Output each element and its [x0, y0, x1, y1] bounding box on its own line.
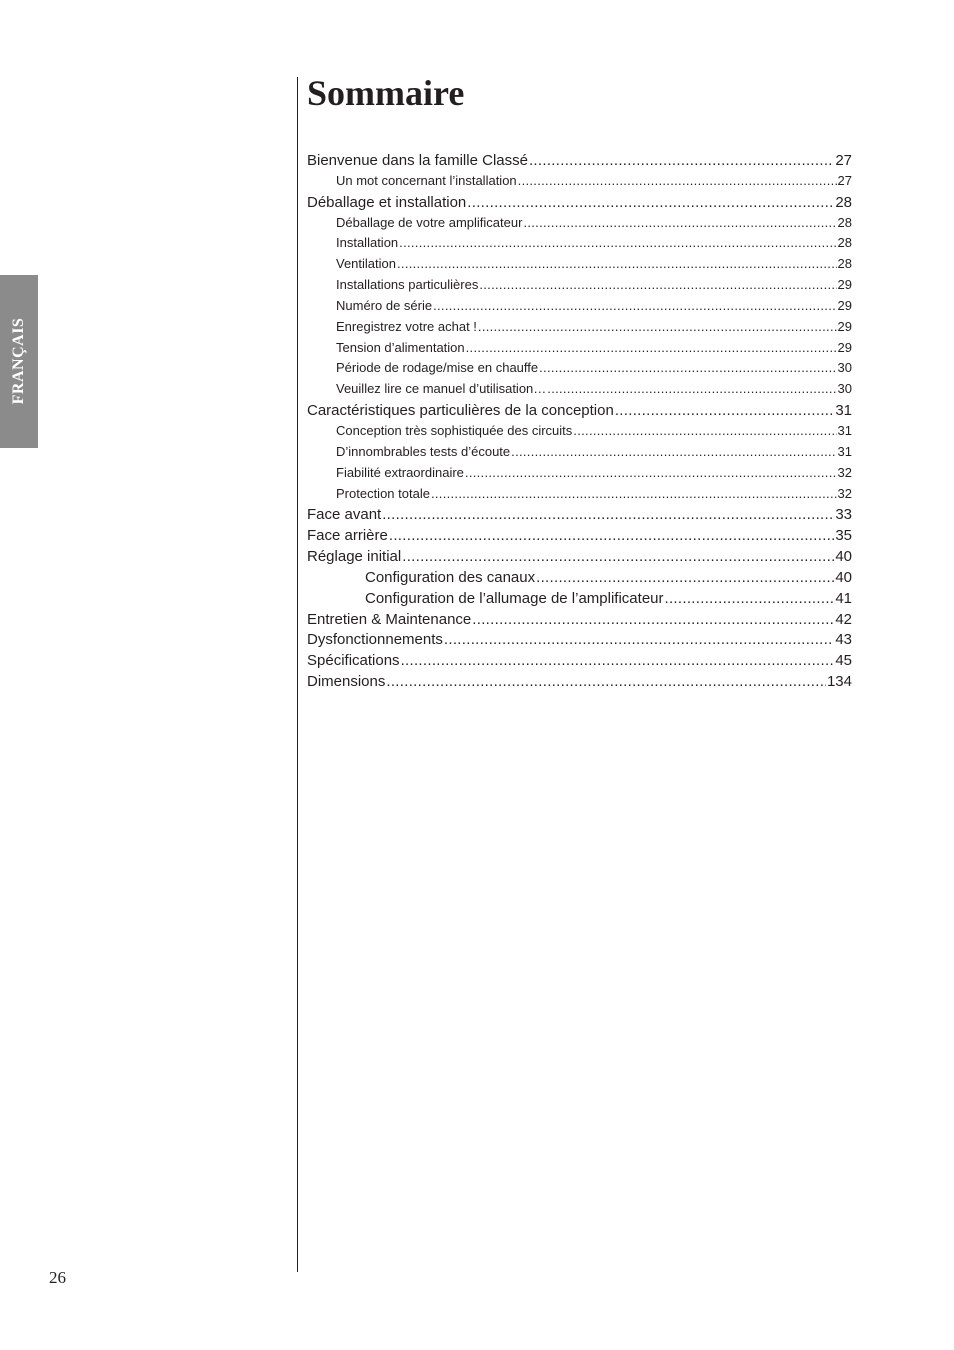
toc-entry-title: Bienvenue dans la famille Classé: [307, 152, 528, 169]
toc-entry-title: Face arrière: [307, 527, 388, 545]
toc-dot-leader: [389, 527, 834, 544]
toc-entry-title: Spécifications: [307, 652, 400, 670]
toc-dot-leader: [539, 360, 836, 375]
toc-entry[interactable]: [307, 173, 852, 194]
toc-entry-title: Conception très sophistiquée des circuits: [336, 422, 573, 438]
toc-entry-page: 29: [837, 318, 852, 334]
toc-entry[interactable]: [307, 590, 852, 611]
toc-dot-leader: [433, 298, 836, 313]
toc-entry-title: Configuration de l’allumage de l’amplificateur: [365, 589, 664, 607]
toc-entry-page: 30: [837, 360, 852, 376]
toc-entry-page: 40: [835, 568, 852, 586]
toc-entry[interactable]: [307, 235, 852, 256]
toc-entry-title: Entretien & Maintenance: [307, 610, 472, 628]
toc-entry[interactable]: [307, 527, 852, 548]
toc-entry[interactable]: [307, 256, 852, 277]
toc-dot-leader: [536, 569, 834, 586]
toc-entry[interactable]: [307, 215, 852, 236]
toc-entry-title: Enregistrez votre achat !: [336, 318, 477, 334]
toc-entry-page: 32: [837, 485, 852, 501]
toc-entry-page: 33: [835, 506, 852, 524]
toc-entry[interactable]: [307, 611, 852, 632]
toc-entry[interactable]: [307, 194, 852, 215]
toc-entry-page: 31: [837, 443, 852, 459]
toc-entry[interactable]: [307, 631, 852, 652]
toc-entry-title: Numéro de série: [336, 297, 433, 313]
toc-entry-page: 29: [837, 339, 852, 355]
toc-entry-page: 28: [837, 214, 852, 230]
toc-entry-title: Déballage et installation: [307, 193, 467, 211]
toc-entry[interactable]: [307, 548, 852, 569]
toc-entry-page: 45: [835, 652, 852, 670]
toc-entry[interactable]: [307, 486, 852, 507]
toc-entry-title: D’innombrables tests d’écoute: [336, 443, 511, 459]
toc-entry-title: Réglage initial: [307, 548, 402, 566]
toc-entry[interactable]: [307, 298, 852, 319]
toc-entry-title: Installation: [336, 235, 399, 251]
toc-entry-page: 35: [835, 527, 852, 545]
toc-dot-leader: [511, 444, 836, 459]
toc-entry-title: Face avant: [307, 506, 382, 524]
toc-entry-page: 31: [835, 402, 852, 420]
toc-dot-leader: [465, 465, 837, 480]
page-title: Sommaire: [307, 73, 465, 113]
toc-entry-page: 29: [837, 297, 852, 313]
language-tab: [0, 275, 38, 448]
toc-entry[interactable]: [307, 340, 852, 361]
toc-entry[interactable]: [307, 652, 852, 673]
toc-dot-leader: [529, 152, 834, 169]
toc-entry-page: 43: [835, 631, 852, 649]
toc-entry-title: Tension d’alimentation: [336, 339, 465, 355]
toc-entry[interactable]: [307, 569, 852, 590]
toc-dot-leader: [402, 548, 834, 565]
toc-dot-leader: [573, 423, 836, 438]
toc-entry-title: Veuillez lire ce manuel d’utilisation…: [336, 381, 547, 397]
toc-dot-leader: [401, 652, 835, 669]
toc-entry-page: 27: [837, 172, 852, 188]
toc-entry[interactable]: [307, 673, 852, 694]
toc-dot-leader: [399, 235, 836, 250]
toc-entry-page: 28: [837, 235, 852, 251]
toc-entry-page: 28: [835, 193, 852, 211]
toc-entry-title: Dimensions: [307, 673, 386, 691]
toc-entry[interactable]: [307, 277, 852, 298]
toc-entry-title: Fiabilité extraordinaire: [336, 464, 464, 480]
toc-entry-title: Caractéristiques particulières de la conception: [307, 402, 614, 420]
toc-entry-title: Dysfonctionnements: [307, 631, 443, 649]
toc-dot-leader: [518, 173, 837, 188]
vertical-divider: [297, 77, 298, 1272]
toc-dot-leader: [431, 486, 837, 501]
toc-entry-title: Configuration des canaux: [365, 568, 536, 586]
toc-dot-leader: [472, 611, 834, 628]
toc-dot-leader: [444, 631, 834, 648]
toc-entry-page: 29: [837, 277, 852, 293]
toc-entry[interactable]: [307, 444, 852, 465]
toc-dot-leader: [479, 277, 836, 292]
toc-entry[interactable]: [307, 152, 852, 173]
toc-entry-title: Installations particulières: [336, 277, 479, 293]
toc-entry-title: Déballage de votre amplificateur: [336, 214, 523, 230]
toc-entry[interactable]: [307, 381, 852, 402]
toc-entry-page: 32: [837, 464, 852, 480]
toc-entry-title: Protection totale: [336, 485, 430, 501]
toc-dot-leader: [467, 194, 834, 211]
toc-entry-page: 28: [837, 256, 852, 272]
toc-entry-page: 40: [835, 548, 852, 566]
toc-entry[interactable]: [307, 319, 852, 340]
language-tab-label: FRANÇAIS: [10, 317, 27, 405]
toc-entry-title: Période de rodage/mise en chauffe: [336, 360, 539, 376]
toc-dot-leader: [397, 256, 837, 271]
toc-entry[interactable]: [307, 402, 852, 423]
toc-dot-leader: [615, 402, 834, 419]
toc-entry[interactable]: [307, 360, 852, 381]
toc-entry-page: 30: [837, 381, 852, 397]
toc-entry-page: 42: [835, 610, 852, 628]
toc-dot-leader: [386, 673, 826, 690]
toc-dot-leader: [382, 506, 834, 523]
toc-entry-page: 31: [837, 422, 852, 438]
toc-entry-title: Un mot concernant l’installation: [336, 172, 517, 188]
toc-dot-leader: [665, 590, 835, 607]
page-number: 26: [49, 1268, 66, 1287]
toc-dot-leader: [478, 319, 837, 334]
toc-dot-leader: [466, 340, 837, 355]
toc-entry-page: 41: [835, 589, 852, 607]
table-of-contents: [307, 152, 852, 694]
toc-entry[interactable]: [307, 423, 852, 444]
toc-entry-page: 134: [826, 673, 852, 691]
toc-entry[interactable]: [307, 465, 852, 486]
toc-entry[interactable]: [307, 506, 852, 527]
toc-dot-leader: [547, 381, 836, 396]
toc-dot-leader: [523, 215, 836, 230]
toc-entry-page: 27: [835, 152, 852, 169]
toc-entry-title: Ventilation: [336, 256, 396, 272]
